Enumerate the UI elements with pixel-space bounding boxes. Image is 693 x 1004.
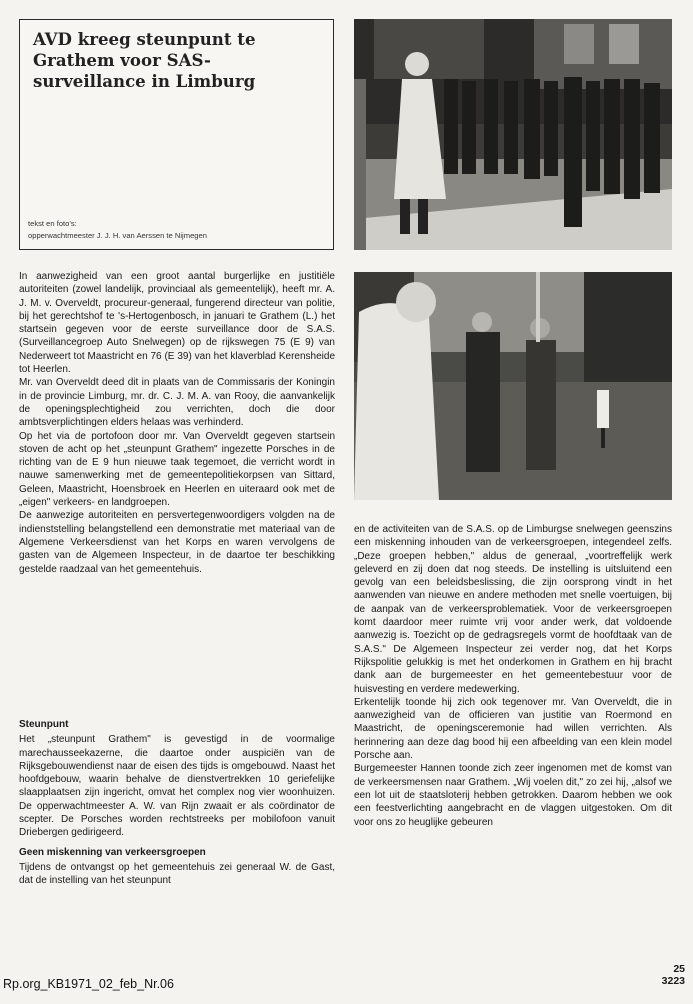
heading-steunpunt: Steunpunt <box>19 719 69 730</box>
left-column-bottom <box>19 718 335 888</box>
paragraph: Mr. van Overveldt deed dit in plaats van de Commissaris der Koningin in de provincie Limburg, mr. dr. C. J. M. A. van Rooy, die aanvankelijk de openingsplechtigheid zou verrichten, doch die door ambtsverplichtingen elders helaas was verhinderd. <box>19 377 335 429</box>
photo-officials-outdoors <box>354 272 672 500</box>
photo-ceremony-crowd <box>354 19 672 250</box>
page-number-block <box>645 963 685 987</box>
paragraph: Op het via de portofoon door mr. Van Overveldt gegeven startsein stoven de acht op het „steunpunt Grathem" ingezette Porsches in de richting van de E 9 hun nieuwe taak tegemoet, die verricht wordt in nauwe samenwerking met de gemeentepolitiekorpsen van Sittard, Geleen, Maastricht, Hoensbroek en Heerlen en uiteraard ook met de „eigen" verkeers- en landgroepen. <box>19 430 335 509</box>
paragraph: Tijdens de ontvangst op het gemeentehuis zei generaal W. de Gast, dat de instelling van het steunpunt <box>19 861 335 887</box>
footer-reference: Rp.org_KB1971_02_feb_Nr.06 <box>3 977 174 991</box>
credit-line-1: tekst en foto's: <box>28 219 77 228</box>
right-column <box>354 523 672 829</box>
article-title: AVD kreeg steunpunt te Grathem voor SAS-surveillance in Limburg <box>33 29 256 91</box>
paragraph: In aanwezigheid van een groot aantal burgerlijke en justitiële autoriteiten (zowel landelijk, provinciaal als gemeentelijk), heeft mr. A. J. M. v. Overveldt, procureur-generaal, fungerend directeur van politie, bij het gerechtshof te 's-Hertogenbosch, in januari te Grathem (L.) het startsein gegeven voor de eerste surveillance door de S.A.S. (Surveillancegroep Auto Snelwegen) op de rijkswegen 75 (E 9) van Nederweert tot Maastricht en 76 (E 39) van het klaverblad Kerensheide tot Heerlen. <box>19 271 335 376</box>
paragraph: Het „steunpunt Grathem" is gevestigd in de voormalige marechausseekazerne, die daartoe onder auspiciën van de Rijksgebouwendienst naar de eisen des tijds is omgebouwd. Naast het hoofdgebouw, waarin behalve de dienstvertrekken 10 geriefelijke slaapplaatsen zijn ingericht, omvat het complex nog vier woonhuizen. De opperwachtmeester A. W. van Rijn zwaait er als coördinator de scepter. De Porsches worden rechtstreeks per mobilofoon vanuit Driebergen gedirigeerd. <box>19 734 335 839</box>
paragraph: Erkentelijk toonde hij zich ook tegenover mr. Van Overveldt, die in aanwezigheid van de officieren van justitie van Roermond en Maastricht, de openingsceremonie had willen verrichten. Als herinnering aan deze dag bood hij een afbeelding van een klein model Porsche aan. <box>354 696 672 762</box>
credit <box>28 218 328 242</box>
page-number: 25 <box>673 963 685 975</box>
left-column-top <box>19 270 335 576</box>
paragraph: Burgemeester Hannen toonde zich zeer ingenomen met de komst van de verkeersmensen naar Grathem. „Wij voelen dit," zo zei hij, „alsof we een lot uit de staatsloterij hebben getrokken. Daarom hebben we ook een feestverlichting aangebracht en de vlaggen uitgestoken. Om dit voor ons zo heuglijke gebeuren <box>354 763 672 828</box>
title-box <box>19 19 334 250</box>
paragraph: en de activiteiten van de S.A.S. op de Limburgse snelwegen geenszins een miskenning inhouden van de verkeersgroepen, integendeel zelfs. „Deze groepen hebben," aldus de generaal, „voortreffelijk werk geleverd en zij doen dat nog steeds. De instelling is uitsluitend een gevolg van een beleidsbeslissing, die zijn oorsprong vindt in het aanwenden van nieuwe en andere methoden met snelle voertuigen, bij de aanpak van de verkeersproblematiek. Voor de verkeersgroepen komt daardoor meer ruimte vrij voor ander werk, dat voldoende aanwezig is. Toezicht op de gedragsregels vormt de hoofdtaak van de S.A.S." De Algemeen Inspecteur zei verder nog, dat het Korps Rijkspolitie gelukkig is met het onderkomen in Grathem en hij bracht dank aan de burgemeester en het gemeentebestuur voor de huisvesting en verdere medewerking. <box>354 524 672 695</box>
page-code: 3223 <box>661 975 685 987</box>
paragraph: De aanwezige autoriteiten en persvertegenwoordigers volgden na de indienststelling belangstellend een demonstratie met materiaal van de Algemene Verkeersdienst van het Korps en waren vervolgens de gasten van de Algemeen Inspecteur, in de daartoe ter beschikking gestelde raadzaal van het gemeentehuis. <box>19 510 335 575</box>
heading-miskenning: Geen miskenning van verkeersgroepen <box>19 846 206 858</box>
credit-line-2: opperwachtmeester J. J. H. van Aerssen te Nijmegen <box>28 231 207 240</box>
